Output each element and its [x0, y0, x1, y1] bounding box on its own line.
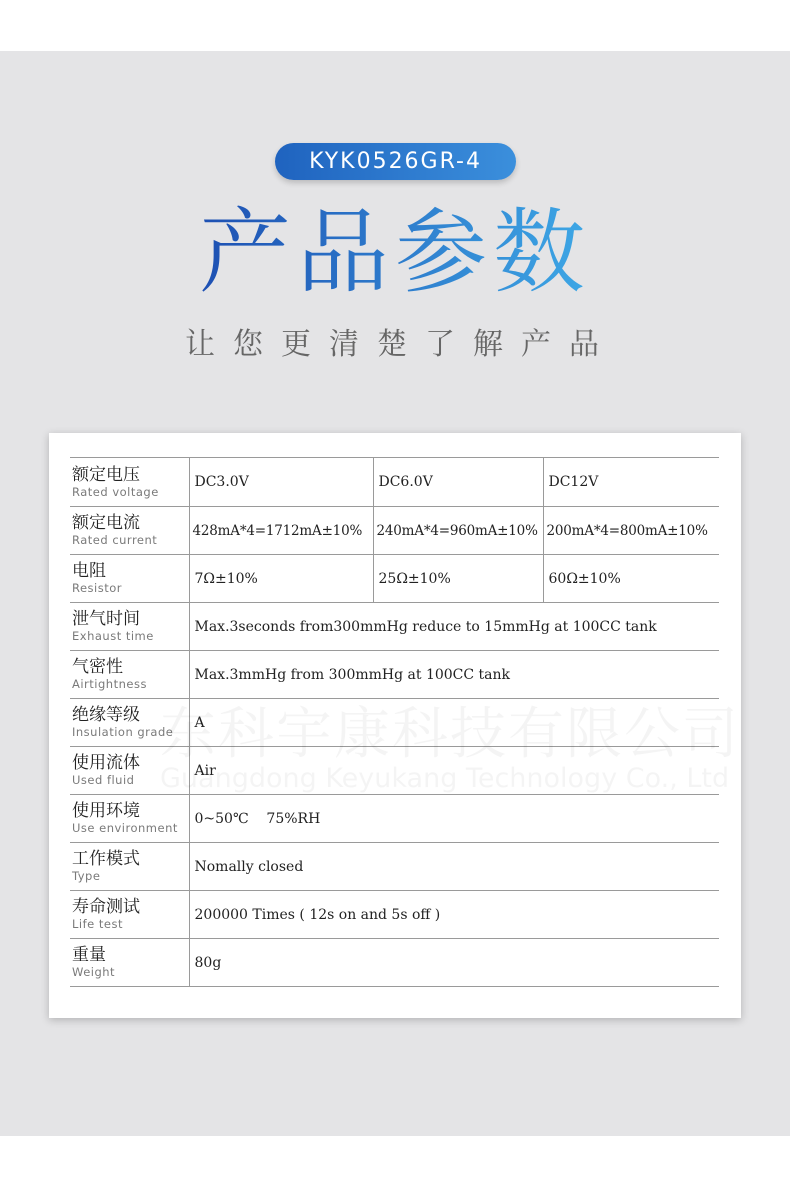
label-zh: 电阻 [72, 561, 106, 581]
label-en: Resistor [72, 581, 122, 595]
row-label [70, 843, 189, 891]
label-zh: 绝缘等级 [72, 705, 140, 725]
table-row [70, 458, 719, 507]
row-label [70, 939, 189, 987]
value-cell: 60Ω±10% [543, 555, 719, 603]
label-en: Type [72, 869, 101, 883]
label-zh: 气密性 [72, 657, 123, 677]
label-zh: 重量 [72, 945, 106, 965]
value-cell: Nomally closed [189, 843, 719, 891]
spec-card [49, 433, 741, 1018]
row-label [70, 507, 189, 555]
row-label [70, 891, 189, 939]
spec-table [70, 457, 719, 987]
value-cell: 0~50℃ 75%RH [189, 795, 719, 843]
value-cell: Max.3seconds from300mmHg reduce to 15mmHg at 100CC tank [189, 603, 719, 651]
table-row [70, 603, 719, 651]
label-zh: 寿命测试 [72, 897, 140, 917]
table-row [70, 699, 719, 747]
label-en: Used fluid [72, 773, 135, 787]
label-zh: 额定电压 [72, 464, 140, 485]
row-label [70, 699, 189, 747]
table-row [70, 651, 719, 699]
row-label [70, 555, 189, 603]
page-subtitle: 让您更清楚了解产品 [185, 327, 617, 362]
value-cell: DC12V [543, 458, 719, 507]
value-cell: 240mA*4=960mA±10% [373, 507, 543, 555]
label-en: Exhaust time [72, 629, 154, 643]
value-cell: 200000 Times ( 12s on and 5s off ) [189, 891, 719, 939]
value-cell: Max.3mmHg from 300mmHg at 100CC tank [189, 651, 719, 699]
label-zh: 泄气时间 [72, 609, 140, 629]
value-cell: Air [189, 747, 719, 795]
value-cell: 80g [189, 939, 719, 987]
label-zh: 额定电流 [72, 513, 140, 533]
table-row [70, 555, 719, 603]
label-en: Insulation grade [72, 725, 174, 739]
label-zh: 工作模式 [72, 849, 140, 869]
table-row [70, 507, 719, 555]
row-label [70, 747, 189, 795]
label-en: Airtightness [72, 677, 147, 691]
value-cell: 200mA*4=800mA±10% [543, 507, 719, 555]
label-en: Weight [72, 965, 116, 979]
table-row [70, 891, 719, 939]
value-cell: 25Ω±10% [373, 555, 543, 603]
value-cell: DC3.0V [189, 458, 373, 507]
label-en: Rated current [72, 533, 158, 547]
table-row [70, 747, 719, 795]
label-zh: 使用流体 [72, 753, 140, 773]
value-cell: 428mA*4=1712mA±10% [189, 507, 373, 555]
model-badge: KYK0526GR-4 [275, 143, 516, 180]
label-zh: 使用环境 [72, 801, 140, 821]
value-cell: A [189, 699, 719, 747]
row-label [70, 458, 189, 507]
row-label [70, 651, 189, 699]
page-title: 产品参数 [0, 198, 790, 308]
value-cell: DC6.0V [373, 458, 543, 507]
label-en: Use environment [72, 821, 178, 835]
table-row [70, 843, 719, 891]
value-cell: 7Ω±10% [189, 555, 373, 603]
row-label [70, 603, 189, 651]
label-en: Rated voltage [72, 484, 159, 499]
row-label [70, 795, 189, 843]
table-row [70, 795, 719, 843]
label-en: Life test [72, 917, 123, 931]
table-row [70, 939, 719, 987]
